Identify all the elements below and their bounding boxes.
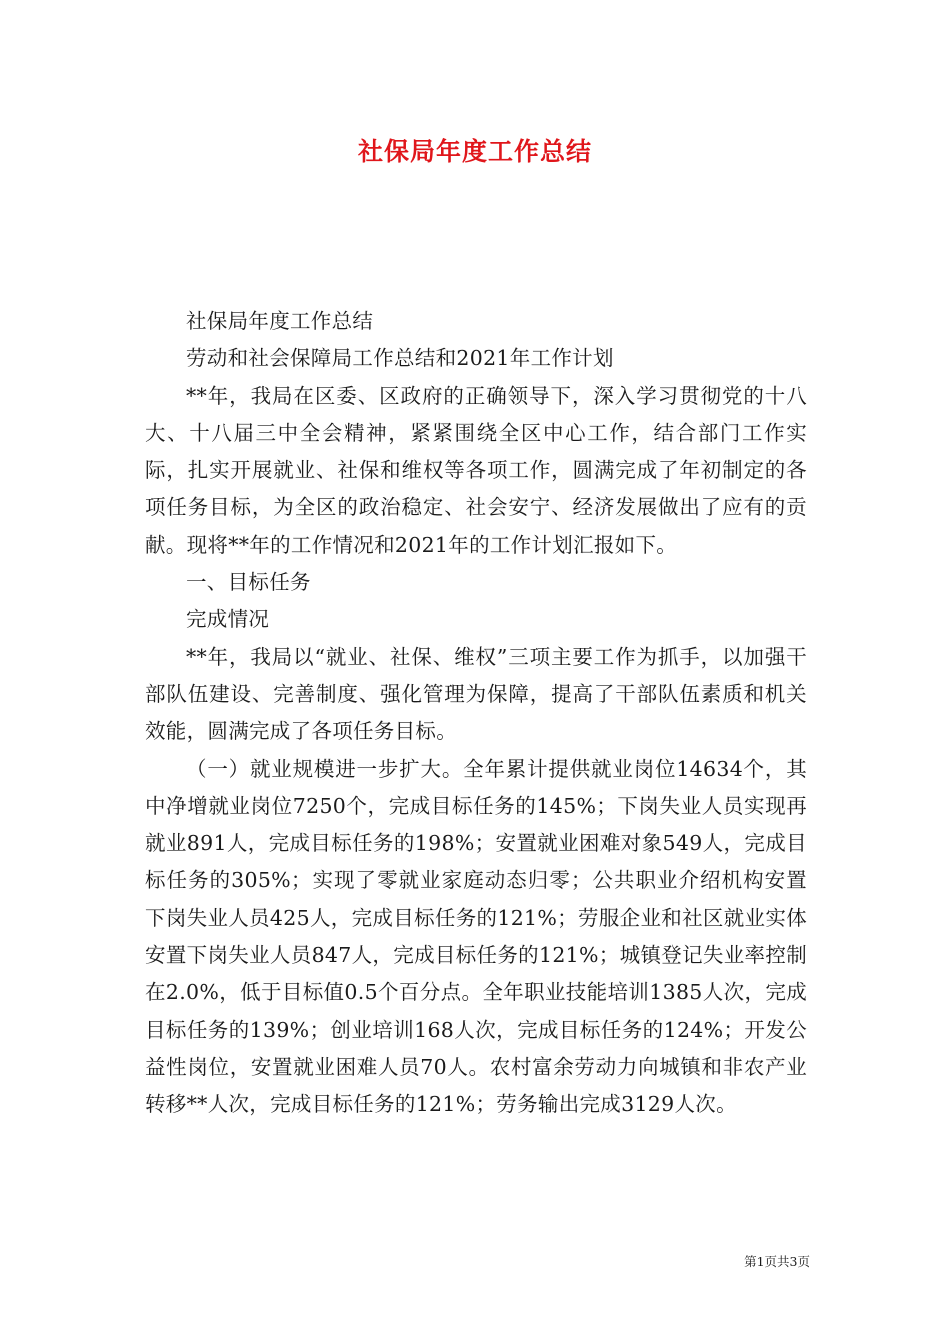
- page-title: 社保局年度工作总结: [357, 137, 592, 166]
- page-number: 第1页共3页: [744, 1254, 810, 1269]
- paragraph-subtitle: 劳动和社会保障局工作总结和2021年工作计划: [186, 346, 614, 371]
- document-body: [145, 303, 807, 1124]
- paragraph-summary: **年，我局以“就业、社保、维权”三项主要工作为抓手，以加强干部队伍建设、完善制度、强化管理为保障，提高了干部队伍素质和机关效能，圆满完成了各项任务目标。: [145, 644, 807, 744]
- subsection-heading: 完成情况: [186, 607, 270, 632]
- paragraph-doc-heading: 社保局年度工作总结: [186, 309, 374, 333]
- paragraph-intro: **年，我局在区委、区政府的正确领导下，深入学习贯彻党的十八大、十八届三中全会精神，紧紧围绕全区中心工作，结合部门工作实际，扎实开展就业、社保和维权等各项工作，圆满完成了年初制定的各项任务目标，为全区的政治稳定、社会安宁、经济发展做出了应有的贡献。现将**年的工作情况和2021年的工作计划汇报如下。: [145, 383, 807, 557]
- paragraph-employment: （一）就业规模进一步扩大。全年累计提供就业岗位14634个，其中净增就业岗位7250个，完成目标任务的145%；下岗失业人员实现再就业891人，完成目标任务的198%；安置就业困难对象549人，完成目标任务的305%；实现了零就业家庭动态归零；公共职业介绍机构安置下岗失业人员425人，完成目标任务的121%；劳服企业和社区就业实体安置下岗失业人员847人，完成目标任务的121%；城镇登记失业率控制在2.0%，低于目标值0.5个百分点。全年职业技能培训1385人次，完成目标任务的139%；创业培训168人次，完成目标任务的124%；开发公益性岗位，安置就业困难人员70人。农村富余劳动力向城镇和非农产业转移**人次，完成目标任务的121%；劳务输出完成3129人次。: [145, 756, 807, 1117]
- section-heading: 一、目标任务: [186, 570, 311, 595]
